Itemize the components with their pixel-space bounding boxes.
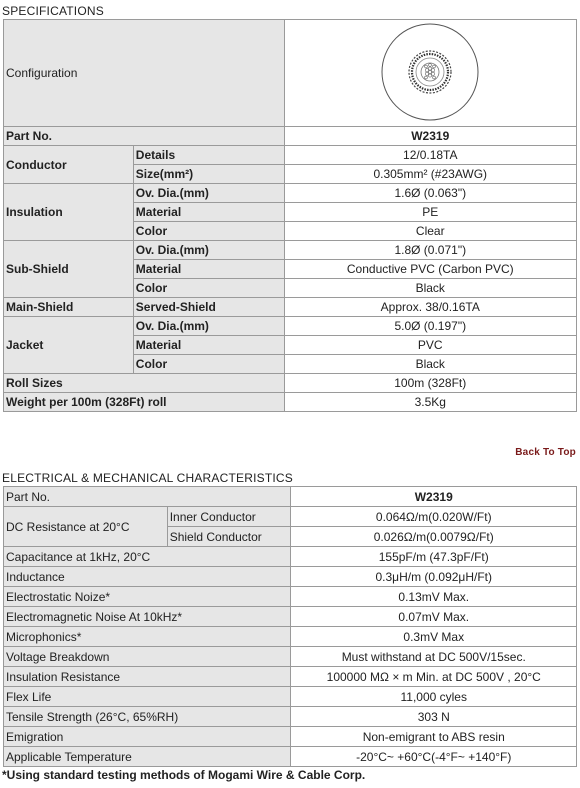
elec-row-label: Voltage Breakdown — [4, 647, 291, 667]
jacket-label: Jacket — [4, 317, 134, 374]
insulation-dia-value: 1.6Ø (0.063") — [285, 184, 577, 203]
elec-row-value: 100000 MΩ × m Min. at DC 500V , 20°C — [291, 667, 577, 687]
mainshield-served-label: Served-Shield — [134, 298, 285, 317]
cable-cross-section-image — [375, 22, 485, 122]
elec-row-label: Flex Life — [4, 687, 291, 707]
dc-resistance-label: DC Resistance at 20°C — [4, 507, 168, 547]
mainshield-served-value: Approx. 38/0.16TA — [285, 298, 577, 317]
inner-conductor-label: Inner Conductor — [168, 507, 292, 527]
part-no-label: Part No. — [4, 127, 285, 146]
subshield-color-value: Black — [285, 279, 577, 298]
part-no-value: W2319 — [285, 127, 577, 146]
shield-conductor-label: Shield Conductor — [168, 527, 292, 547]
insulation-material-label: Material — [134, 203, 285, 222]
elec-part-no-label: Part No. — [4, 487, 291, 507]
shield-conductor-value: 0.026Ω/m(0.0079Ω/Ft) — [291, 527, 577, 547]
elec-row-label: Inductance — [4, 567, 291, 587]
insulation-material-value: PE — [285, 203, 577, 222]
elec-row-value: Must withstand at DC 500V/15sec. — [291, 647, 577, 667]
electrical-table — [3, 486, 577, 767]
electrical-heading: ELECTRICAL & MECHANICAL CHARACTERISTICS — [2, 471, 293, 485]
specifications-heading: SPECIFICATIONS — [2, 4, 104, 18]
specifications-table — [3, 19, 577, 412]
insulation-dia-label: Ov. Dia.(mm) — [134, 184, 285, 203]
roll-sizes-label: Roll Sizes — [4, 374, 285, 393]
subshield-label: Sub-Shield — [4, 241, 134, 298]
conductor-label: Conductor — [4, 146, 134, 184]
conductor-details-label: Details — [134, 146, 285, 165]
subshield-color-label: Color — [134, 279, 285, 298]
back-to-top-link[interactable]: Back To Top — [515, 447, 576, 458]
footnote: *Using standard testing methods of Mogami Wire & Cable Corp. — [2, 768, 366, 782]
elec-row-label: Tensile Strength (26°C, 65%RH) — [4, 707, 291, 727]
jacket-material-label: Material — [134, 336, 285, 355]
elec-row-value: Non-emigrant to ABS resin — [291, 727, 577, 747]
elec-part-no-value: W2319 — [291, 487, 577, 507]
elec-row-value: 11,000 cyles — [291, 687, 577, 707]
inner-conductor-value: 0.064Ω/m(0.020W/Ft) — [291, 507, 577, 527]
configuration-diagram — [285, 20, 577, 127]
weight-value: 3.5Kg — [285, 393, 577, 412]
elec-row-label: Capacitance at 1kHz, 20°C — [4, 547, 291, 567]
elec-row-label: Electromagnetic Noise At 10kHz* — [4, 607, 291, 627]
elec-row-value: -20°C~ +60°C(-4°F~ +140°F) — [291, 747, 577, 767]
mainshield-label: Main-Shield — [4, 298, 134, 317]
jacket-dia-value: 5.0Ø (0.197") — [285, 317, 577, 336]
insulation-color-value: Clear — [285, 222, 577, 241]
elec-row-value: 0.3mV Max — [291, 627, 577, 647]
conductor-details-value: 12/0.18TA — [285, 146, 577, 165]
weight-label: Weight per 100m (328Ft) roll — [4, 393, 285, 412]
elec-row-value: 0.13mV Max. — [291, 587, 577, 607]
insulation-label: Insulation — [4, 184, 134, 241]
subshield-dia-value: 1.8Ø (0.071") — [285, 241, 577, 260]
elec-row-label: Microphonics* — [4, 627, 291, 647]
jacket-material-value: PVC — [285, 336, 577, 355]
elec-row-label: Emigration — [4, 727, 291, 747]
elec-row-value: 0.07mV Max. — [291, 607, 577, 627]
elec-row-label: Insulation Resistance — [4, 667, 291, 687]
elec-row-label: Electrostatic Noize* — [4, 587, 291, 607]
elec-row-value: 303 N — [291, 707, 577, 727]
conductor-size-value: 0.305mm² (#23AWG) — [285, 165, 577, 184]
elec-row-value: 0.3μH/m (0.092μH/Ft) — [291, 567, 577, 587]
elec-row-label: Applicable Temperature — [4, 747, 291, 767]
insulation-color-label: Color — [134, 222, 285, 241]
elec-row-value: 155pF/m (47.3pF/Ft) — [291, 547, 577, 567]
subshield-material-value: Conductive PVC (Carbon PVC) — [285, 260, 577, 279]
subshield-material-label: Material — [134, 260, 285, 279]
jacket-dia-label: Ov. Dia.(mm) — [134, 317, 285, 336]
configuration-label: Configuration — [4, 20, 285, 127]
roll-sizes-value: 100m (328Ft) — [285, 374, 577, 393]
subshield-dia-label: Ov. Dia.(mm) — [134, 241, 285, 260]
conductor-size-label: Size(mm²) — [134, 165, 285, 184]
jacket-color-label: Color — [134, 355, 285, 374]
jacket-color-value: Black — [285, 355, 577, 374]
